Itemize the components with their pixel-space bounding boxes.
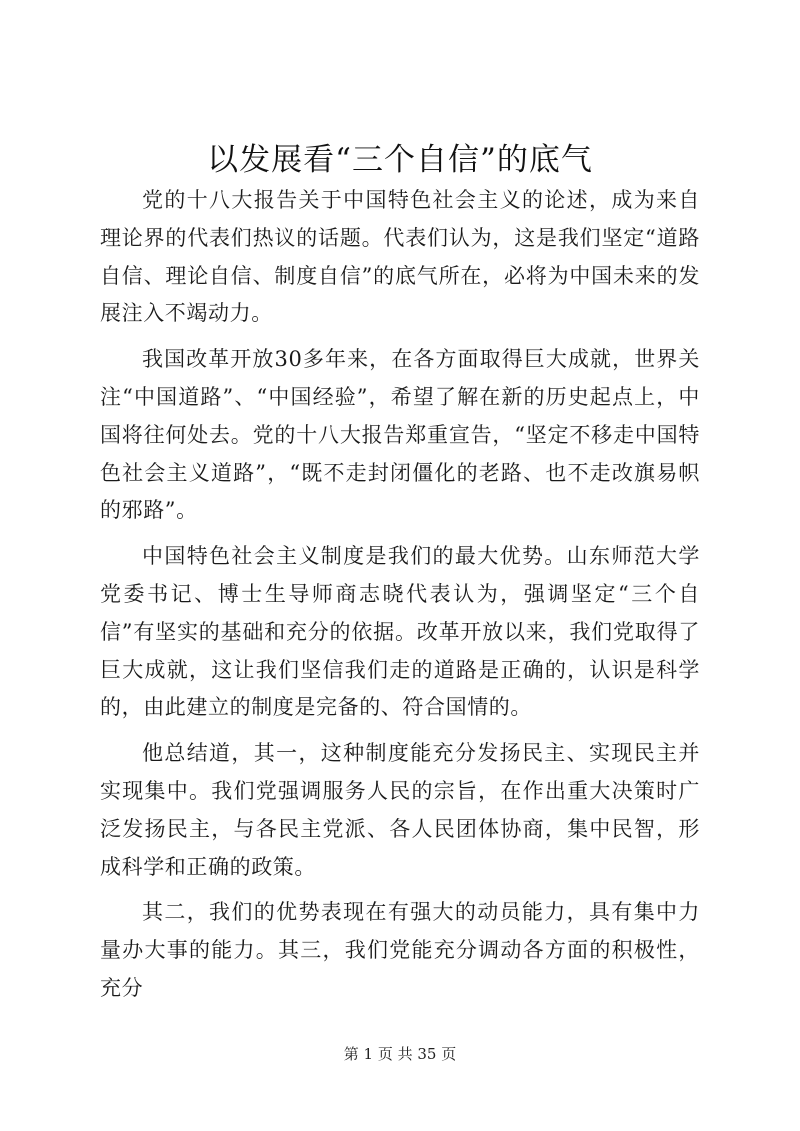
paragraph: 党的十八大报告关于中国特色社会主义的论述，成为来自理论界的代表们热议的话题。代表们认为，这是我们坚定“道路自信、理论自信、制度自信”的底气所在，必将为中国未来的发展注入不竭动力。 bbox=[100, 188, 700, 326]
paragraph: 中国特色社会主义制度是我们的最大优势。山东师范大学党委书记、博士生导师商志晓代表认为，强调坚定“三个自信”有坚实的基础和充分的依据。改革开放以来，我们党取得了巨大成就，这让我们坚信我们走的道路是正确的，认识是科学的，由此建立的制度是完备的、符合国情的。 bbox=[100, 544, 700, 720]
page-number-footer: 第 1 页 共 35 页 bbox=[343, 1045, 457, 1063]
paragraph: 他总结道，其一，这种制度能充分发扬民主、实现民主并实现集中。我们党强调服务人民的宗旨，在作出重大决策时广泛发扬民主，与各民主党派、各人民团体协商，集中民智，形成科学和正确的政策。 bbox=[100, 741, 700, 879]
paragraph: 其二，我们的优势表现在有强大的动员能力，具有集中力量办大事的能力。其三，我们党能充分调动各方面的积极性，充分 bbox=[100, 900, 700, 1000]
document-title: 以发展看“三个自信”的底气 bbox=[207, 142, 593, 178]
paragraph: 我国改革开放30多年来，在各方面取得巨大成就，世界关注“中国道路”、“中国经验”，希望了解在新的历史起点上，中国将往何处去。党的十八大报告郑重宣告，“坚定不移走中国特色社会主义道路”，“既不走封闭僵化的老路、也不走改旗易帜的邪路”。 bbox=[100, 347, 700, 523]
document-body bbox=[100, 182, 700, 1008]
